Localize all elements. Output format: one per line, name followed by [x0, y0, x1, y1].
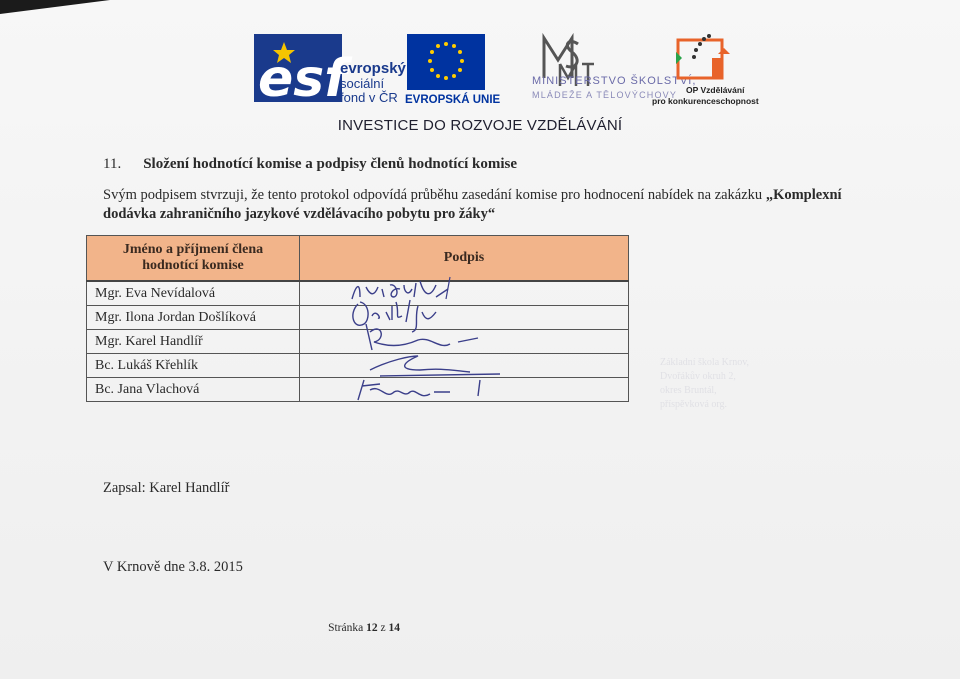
svg-text:Základní škola Krnov,: Základní škola Krnov,: [660, 357, 750, 368]
section-heading: [103, 156, 517, 173]
op-line1: OP Vzdělávání: [686, 85, 745, 95]
signature-cell: [300, 378, 629, 402]
page-current: 12: [366, 622, 378, 634]
svg-text:esf: esf: [258, 49, 347, 106]
op-line2: pro konkurenceschopnost: [652, 96, 759, 106]
esf-logo: [254, 30, 409, 106]
member-name: Mgr. Eva Nevídalová: [87, 281, 300, 306]
col-header-name: Jméno a příjmení člena hodnotící komise: [87, 236, 300, 282]
msmt-logo: [532, 30, 697, 106]
esf-line1: evropský: [340, 60, 406, 77]
op-logo: [652, 30, 774, 106]
faded-stamp-image: [640, 345, 840, 425]
svg-text:příspěvková org.: příspěvková org.: [660, 399, 728, 410]
commission-table: [86, 235, 629, 402]
scan-corner: [0, 0, 110, 14]
eu-label: EVROPSKÁ UNIE: [405, 94, 501, 106]
statement-paragraph: [103, 186, 873, 224]
member-name: Mgr. Karel Handlíř: [87, 330, 300, 354]
contract-name: „Komplexní dodávka zahraničního jazykové vzdělávacího pobytu pro žáky“: [103, 187, 842, 222]
project-tagline: INVESTICE DO ROZVOJE VZDĚLÁVÁNÍ: [337, 117, 623, 134]
msmt-line2: MLÁDEŽE A TĚLOVÝCHOVY: [532, 90, 678, 100]
svg-text:Dvořákův okruh 2,: Dvořákův okruh 2,: [660, 371, 736, 382]
esf-line2: sociální: [340, 76, 385, 91]
section-title: Složení hodnotící komise a podpisy členů hodnotící komise: [143, 156, 518, 172]
logo-strip: [254, 30, 774, 110]
svg-text:okres Bruntál,: okres Bruntál,: [660, 385, 717, 396]
page-total: 14: [388, 622, 400, 634]
col-header-signature: Podpis: [300, 236, 629, 282]
page-mid: z: [377, 622, 389, 634]
handwritten-signature: [300, 372, 612, 406]
eu-logo: [407, 30, 527, 106]
member-name: Bc. Lukáš Křehlík: [87, 354, 300, 378]
page-prefix: Stránka: [328, 622, 367, 634]
msmt-line1: MINISTERSTVO ŠKOLSTVÍ,: [532, 75, 697, 87]
member-name: Bc. Jana Vlachová: [87, 378, 300, 402]
esf-line3: fond v ČR: [340, 90, 398, 105]
statement-text: Svým podpisem stvrzuji, že tento protokol odpovídá průběhu zasedání komise pro hodnocení nabídek na zakázku: [103, 187, 766, 203]
member-name: Mgr. Ilona Jordan Došlíková: [87, 306, 300, 330]
recorded-by: Zapsal: Karel Handlíř: [103, 480, 230, 496]
page-number: [0, 622, 728, 634]
place-date: V Krnově dne 3.8. 2015: [103, 559, 243, 575]
section-number: 11.: [103, 156, 122, 172]
table-row: [87, 378, 629, 402]
